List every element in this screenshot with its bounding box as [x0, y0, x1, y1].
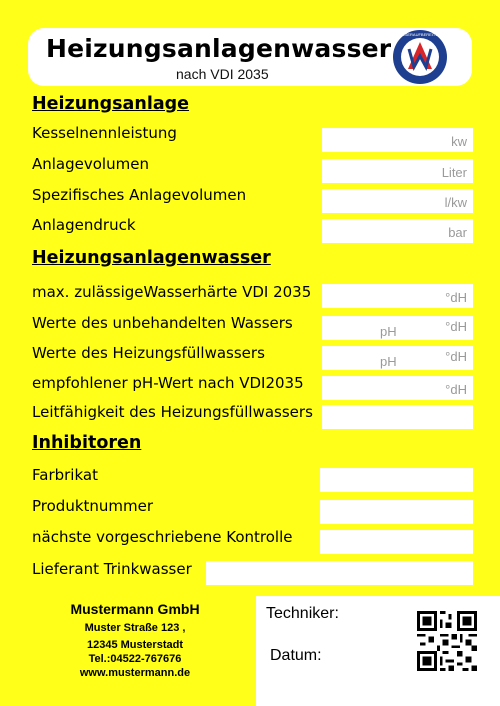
section-heading-heizungsanlage: Heizungsanlage	[32, 94, 190, 114]
section-heading-inhibitoren: Inhibitoren	[32, 433, 142, 453]
input-anlagendruck[interactable]	[322, 219, 473, 243]
company-phone: Tel.:04522-767676	[88, 653, 182, 665]
input-kesselnennleistung[interactable]	[322, 128, 473, 152]
section-heading-heizungsanlagenwasser: Heizungsanlagenwasser	[32, 248, 271, 268]
row-label-spezifisches-anlagevolumen: Spezifisches Anlagevolumen	[32, 186, 247, 204]
page-title: Heizungsanlagenwasser	[46, 34, 392, 63]
ph-label: pH	[380, 324, 397, 339]
page-subtitle: nach VDI 2035	[176, 66, 269, 82]
row-label-kesselnennleistung: Kesselnennleistung	[32, 124, 177, 142]
input-unbehandeltes-wasser[interactable]	[322, 316, 473, 340]
row-label-unbehandeltes-wasser: Werte des unbehandelten Wassers	[32, 314, 293, 332]
datum-label: Datum:	[270, 647, 322, 664]
input-leitfaehigkeit[interactable]	[322, 405, 473, 429]
unit-label: °dH	[445, 319, 467, 334]
svg-text:WASSERAUFBEREITUNG: WASSERAUFBEREITUNG	[395, 32, 445, 37]
header-box	[28, 28, 472, 86]
unit-label: bar	[448, 225, 467, 240]
input-spezifisches-anlagevolumen[interactable]	[322, 189, 473, 213]
qr-code-icon	[417, 611, 477, 671]
row-label-empfohlener-ph-wert: empfohlener pH-Wert nach VDI2035	[32, 374, 304, 392]
row-label-anlagendruck: Anlagendruck	[32, 216, 136, 234]
unit-label: °dH	[445, 290, 467, 305]
input-max-wasserhaerte[interactable]	[322, 284, 473, 308]
row-label-anlagevolumen: Anlagevolumen	[32, 155, 149, 173]
input-lieferant-trinkwasser[interactable]	[206, 561, 473, 585]
row-label-lieferant-trinkwasser: Lieferant Trinkwasser	[32, 560, 192, 578]
row-label-max-wasserhaerte: max. zulässigeWasserhärte VDI 2035	[32, 283, 312, 301]
input-naechste-kontrolle[interactable]	[320, 530, 473, 554]
company-street: Muster Straße 123 ,	[84, 622, 186, 634]
input-heizungsfuellwasser[interactable]	[322, 346, 473, 370]
input-anlagevolumen[interactable]	[322, 159, 473, 183]
input-empfohlener-ph-wert[interactable]	[322, 376, 473, 400]
row-label-produktnummer: Produktnummer	[32, 497, 154, 515]
row-label-leitfaehigkeit: Leitfähigkeit des Heizungsfüllwassers	[32, 403, 313, 421]
company-website[interactable]: www.mustermann.de	[79, 667, 191, 679]
unit-label: Liter	[441, 165, 467, 180]
techniker-label: Techniker:	[266, 605, 339, 622]
input-produktnummer[interactable]	[320, 500, 473, 524]
unit-label: °dH	[445, 349, 467, 364]
row-label-fabrikat: Farbrikat	[32, 466, 98, 484]
unit-label: kw	[451, 134, 467, 149]
row-label-heizungsfuellwasser: Werte des Heizungsfüllwassers	[32, 344, 265, 362]
ph-label: pH	[380, 354, 397, 369]
unit-label: l/kw	[444, 195, 467, 210]
wa-circle-logo-icon	[392, 29, 448, 85]
company-city: 12345 Musterstadt	[87, 639, 183, 651]
company-name: Mustermann GmbH	[70, 601, 200, 617]
row-label-naechste-kontrolle: nächste vorgeschriebene Kontrolle	[32, 528, 293, 546]
unit-label: °dH	[445, 382, 467, 397]
input-fabrikat[interactable]	[320, 468, 473, 492]
